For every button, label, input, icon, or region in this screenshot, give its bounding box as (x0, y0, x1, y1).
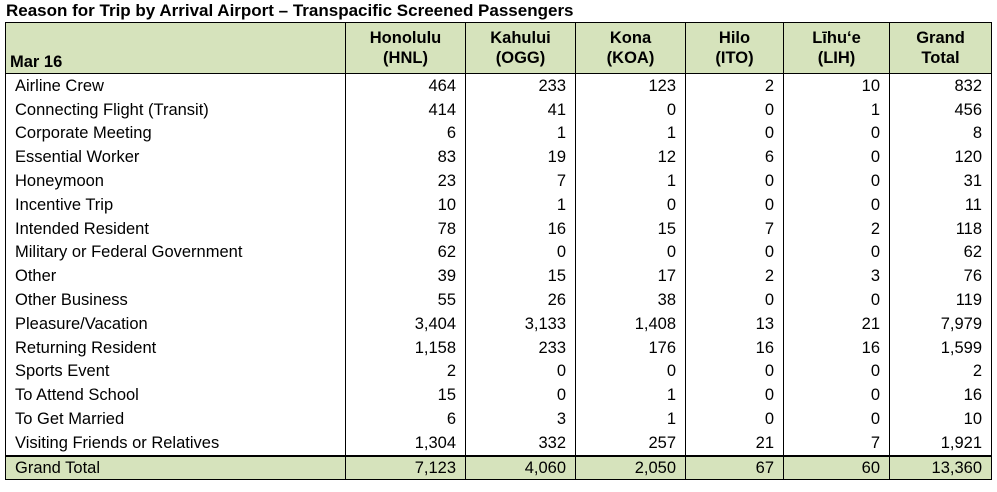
table-row (6, 98, 992, 122)
table-cell: 0 (576, 98, 686, 122)
table-cell: 21 (784, 312, 890, 336)
total-cell: 2,050 (576, 456, 686, 480)
table-row (6, 336, 992, 360)
table-row (6, 193, 992, 217)
table-cell: 2 (890, 360, 992, 384)
table-cell: 0 (784, 145, 890, 169)
table-cell: 0 (784, 193, 890, 217)
row-label: Essential Worker (6, 145, 346, 169)
column-header-koa: Kona (KOA) (576, 23, 686, 74)
table-cell: 6 (346, 407, 466, 431)
table-row (6, 264, 992, 288)
total-cell: 7,123 (346, 456, 466, 480)
row-label: Visiting Friends or Relatives (6, 431, 346, 456)
table-cell: 0 (576, 193, 686, 217)
table-header-row (6, 23, 992, 74)
table-cell: 21 (686, 431, 784, 456)
table-cell: 0 (686, 193, 784, 217)
table-cell: 7 (686, 217, 784, 241)
table-cell: 0 (784, 288, 890, 312)
table-cell: 0 (686, 383, 784, 407)
table-cell: 1,304 (346, 431, 466, 456)
table-cell: 1 (466, 193, 576, 217)
table-cell: 15 (576, 217, 686, 241)
row-label: Other (6, 264, 346, 288)
table-cell: 0 (466, 241, 576, 265)
table-cell: 119 (890, 288, 992, 312)
table-cell: 0 (686, 407, 784, 431)
table-cell: 456 (890, 98, 992, 122)
column-header-ito: Hilo (ITO) (686, 23, 784, 74)
table-cell: 3 (466, 407, 576, 431)
row-label: Corporate Meeting (6, 122, 346, 146)
table-cell: 0 (784, 241, 890, 265)
table-cell: 23 (346, 169, 466, 193)
table-cell: 62 (890, 241, 992, 265)
table-cell: 16 (784, 336, 890, 360)
table-cell: 3,133 (466, 312, 576, 336)
table-cell: 6 (346, 122, 466, 146)
row-label: To Get Married (6, 407, 346, 431)
table-cell: 13 (686, 312, 784, 336)
table-cell: 0 (686, 98, 784, 122)
table-cell: 0 (576, 360, 686, 384)
table-row (6, 241, 992, 265)
table-cell: 10 (784, 74, 890, 98)
table-cell: 7 (466, 169, 576, 193)
table-cell: 1,158 (346, 336, 466, 360)
table-cell: 0 (686, 241, 784, 265)
row-label: Airline Crew (6, 74, 346, 98)
table-cell: 0 (576, 241, 686, 265)
row-label: Pleasure/Vacation (6, 312, 346, 336)
table-row (6, 383, 992, 407)
table-cell: 39 (346, 264, 466, 288)
table-cell: 0 (686, 122, 784, 146)
table-cell: 1 (466, 122, 576, 146)
table-cell: 16 (890, 383, 992, 407)
table-cell: 0 (686, 360, 784, 384)
table-cell: 76 (890, 264, 992, 288)
table-cell: 55 (346, 288, 466, 312)
table-cell: 120 (890, 145, 992, 169)
row-label: Incentive Trip (6, 193, 346, 217)
table-cell: 233 (466, 336, 576, 360)
grand-total-row (6, 456, 992, 480)
table-cell: 62 (346, 241, 466, 265)
table-cell: 8 (890, 122, 992, 146)
table-cell: 83 (346, 145, 466, 169)
table-cell: 0 (784, 360, 890, 384)
table-cell: 1 (784, 98, 890, 122)
table-cell: 0 (784, 407, 890, 431)
table-cell: 2 (686, 264, 784, 288)
table-cell: 1,921 (890, 431, 992, 456)
table-row (6, 169, 992, 193)
table-cell: 3 (784, 264, 890, 288)
table-cell: 78 (346, 217, 466, 241)
page-title: Reason for Trip by Arrival Airport – Transpacific Screened Passengers (6, 1, 574, 20)
table-row (6, 360, 992, 384)
table-cell: 15 (346, 383, 466, 407)
table-cell: 16 (686, 336, 784, 360)
table-cell: 11 (890, 193, 992, 217)
grand-total-label: Grand Total (6, 456, 346, 480)
table-cell: 12 (576, 145, 686, 169)
table-cell: 41 (466, 98, 576, 122)
table-cell: 414 (346, 98, 466, 122)
table-row (6, 407, 992, 431)
table-cell: 7 (784, 431, 890, 456)
table-cell: 2 (346, 360, 466, 384)
row-label: Intended Resident (6, 217, 346, 241)
table-cell: 1 (576, 407, 686, 431)
table-cell: 118 (890, 217, 992, 241)
table-row (6, 312, 992, 336)
row-label: Military or Federal Government (6, 241, 346, 265)
table-cell: 123 (576, 74, 686, 98)
total-cell: 13,360 (890, 456, 992, 480)
date-header: Mar 16 (6, 23, 346, 74)
table-cell: 1 (576, 122, 686, 146)
table-row (6, 145, 992, 169)
row-label: Returning Resident (6, 336, 346, 360)
table-cell: 38 (576, 288, 686, 312)
table-cell: 0 (784, 169, 890, 193)
column-header-hnl: Honolulu (HNL) (346, 23, 466, 74)
table-cell: 10 (346, 193, 466, 217)
total-cell: 60 (784, 456, 890, 480)
table-cell: 10 (890, 407, 992, 431)
table-cell: 464 (346, 74, 466, 98)
table-cell: 2 (686, 74, 784, 98)
table-row (6, 74, 992, 98)
table-cell: 15 (466, 264, 576, 288)
table-cell: 1 (576, 169, 686, 193)
table-cell: 1,599 (890, 336, 992, 360)
table-cell: 31 (890, 169, 992, 193)
table-cell: 17 (576, 264, 686, 288)
table-cell: 0 (784, 383, 890, 407)
table-row (6, 431, 992, 456)
table-cell: 0 (466, 383, 576, 407)
row-label: Sports Event (6, 360, 346, 384)
table-cell: 0 (784, 122, 890, 146)
table-cell: 26 (466, 288, 576, 312)
total-cell: 4,060 (466, 456, 576, 480)
table-cell: 257 (576, 431, 686, 456)
table-cell: 832 (890, 74, 992, 98)
table-cell: 7,979 (890, 312, 992, 336)
table-cell: 1,408 (576, 312, 686, 336)
column-header-ogg: Kahului (OGG) (466, 23, 576, 74)
row-label: Honeymoon (6, 169, 346, 193)
table-cell: 6 (686, 145, 784, 169)
table-row (6, 288, 992, 312)
row-label: To Attend School (6, 383, 346, 407)
table-cell: 1 (576, 383, 686, 407)
table-cell: 19 (466, 145, 576, 169)
table-cell: 3,404 (346, 312, 466, 336)
table-cell: 332 (466, 431, 576, 456)
column-header-lih: Līhuʻe (LIH) (784, 23, 890, 74)
table-row (6, 217, 992, 241)
table-cell: 16 (466, 217, 576, 241)
row-label: Other Business (6, 288, 346, 312)
passenger-table (5, 22, 992, 480)
table-cell: 176 (576, 336, 686, 360)
table-cell: 0 (686, 169, 784, 193)
table-cell: 233 (466, 74, 576, 98)
total-cell: 67 (686, 456, 784, 480)
row-label: Connecting Flight (Transit) (6, 98, 346, 122)
table-cell: 0 (466, 360, 576, 384)
column-header-grand-total: Grand Total (890, 23, 992, 74)
table-cell: 2 (784, 217, 890, 241)
table-cell: 0 (686, 288, 784, 312)
table-row (6, 122, 992, 146)
